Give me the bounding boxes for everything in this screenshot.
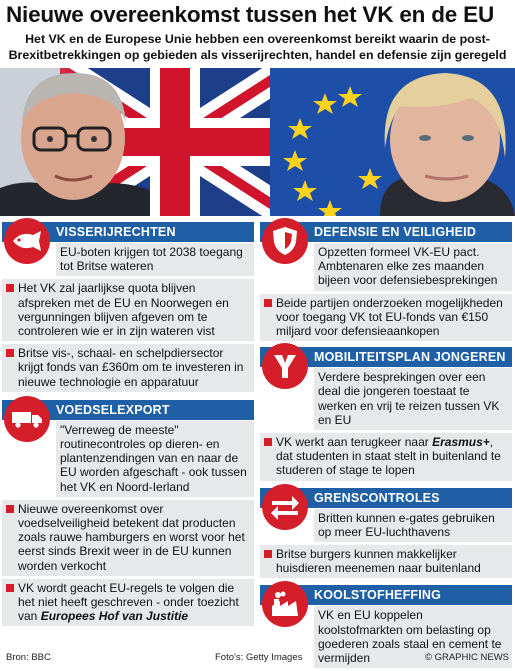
youth-icon bbox=[262, 343, 308, 389]
shield-icon bbox=[262, 218, 308, 264]
section-heading: DEFENSIE EN VEILIGHEID bbox=[260, 222, 512, 242]
header-photo bbox=[0, 68, 515, 216]
section-heading: VOEDSELEXPORT bbox=[2, 400, 254, 420]
list-item: "Verreweg de meeste" routinecontroles op dieren- en plantenzendingen van en naar de EU worden afgeschaft - ook tussen het VK en Noord-Ierland bbox=[56, 421, 254, 497]
list-item: Britse vis-, schaal- en schelpdiersector krijgt fonds van £360m om te investeren in nieuwe technologie en apparatuur bbox=[2, 344, 254, 392]
list-item: VK en EU koppelen koolstofmarkten om belasting op goederen zoals staal en cement te vermijden bbox=[314, 606, 512, 668]
truck-icon bbox=[4, 396, 50, 442]
list-item: EU-boten krijgen tot 2038 toegang tot Britse wateren bbox=[56, 243, 254, 276]
list-item: Britten kunnen e-gates gebruiken op meer EU-luchthavens bbox=[314, 509, 512, 542]
border-arrows-icon bbox=[262, 484, 308, 530]
section-heading: MOBILITEITSPLAN JONGEREN bbox=[260, 347, 512, 367]
item-text: VK wordt geacht EU-regels te volgen die het niet heeft geschreven - onder toezicht van bbox=[18, 580, 239, 624]
page-subtitle: Het VK en de Europese Unie hebben een overeenkomst bereikt waarin de post-Brexitbetrekkingen op gebieden als visserijrechten, handel en defensie zijn geregeld bbox=[8, 32, 507, 62]
item-text: VK werkt aan terugkeer naar bbox=[276, 435, 429, 450]
list-item: Verdere besprekingen over een deal die jongeren toestaat te werken en vrij te reizen tussen VK en EU bbox=[314, 368, 512, 430]
footer-credit: © GRAPHIC NEWS bbox=[424, 652, 509, 663]
fish-icon bbox=[4, 218, 50, 264]
factory-icon bbox=[262, 581, 308, 627]
right-column bbox=[260, 218, 512, 668]
left-column bbox=[2, 218, 254, 626]
page-title: Nieuwe overeenkomst tussen het VK en de EU bbox=[6, 2, 494, 27]
list-item: Het VK zal jaarlijkse quota blijven afspreken met de EU en Noorwegen en vergunningen blijven afgeven om te controleren wie er in zijn wateren vist bbox=[2, 279, 254, 341]
item-text: , dat studenten in staat stelt in buitenland te studeren of stage te lopen bbox=[276, 435, 501, 478]
section-heading: GRENSCONTROLES bbox=[260, 488, 512, 508]
section-heading: KOOLSTOFHEFFING bbox=[260, 585, 512, 605]
list-item: Britse burgers kunnen makkelijker huisdieren meenemen naar buitenland bbox=[260, 545, 512, 578]
list-item bbox=[260, 433, 512, 481]
list-item: Opzetten formeel VK-EU pact. Ambtenaren elke zes maanden bijeen voor defensiebesprekingen bbox=[314, 243, 512, 291]
list-item bbox=[2, 579, 254, 627]
item-emphasis: Europees Hof van Justitie bbox=[40, 609, 189, 624]
item-emphasis: Erasmus+ bbox=[432, 435, 490, 450]
footer-source: Bron: BBC bbox=[6, 652, 51, 663]
list-item: Nieuwe overeenkomst over voedselveiligheid betekent dat producten zoals rauwe hamburgers en worst voor het eerst sinds Brexit weer in de EU kunnen worden verkocht bbox=[2, 500, 254, 576]
footer-photo-credit: Foto's: Getty Images bbox=[215, 652, 303, 663]
list-item: Beide partijen onderzoeken mogelijkheden voor toegang VK tot EU-fonds van €150 miljard voor defensieaankopen bbox=[260, 294, 512, 342]
section-heading: VISSERIJRECHTEN bbox=[2, 222, 254, 242]
